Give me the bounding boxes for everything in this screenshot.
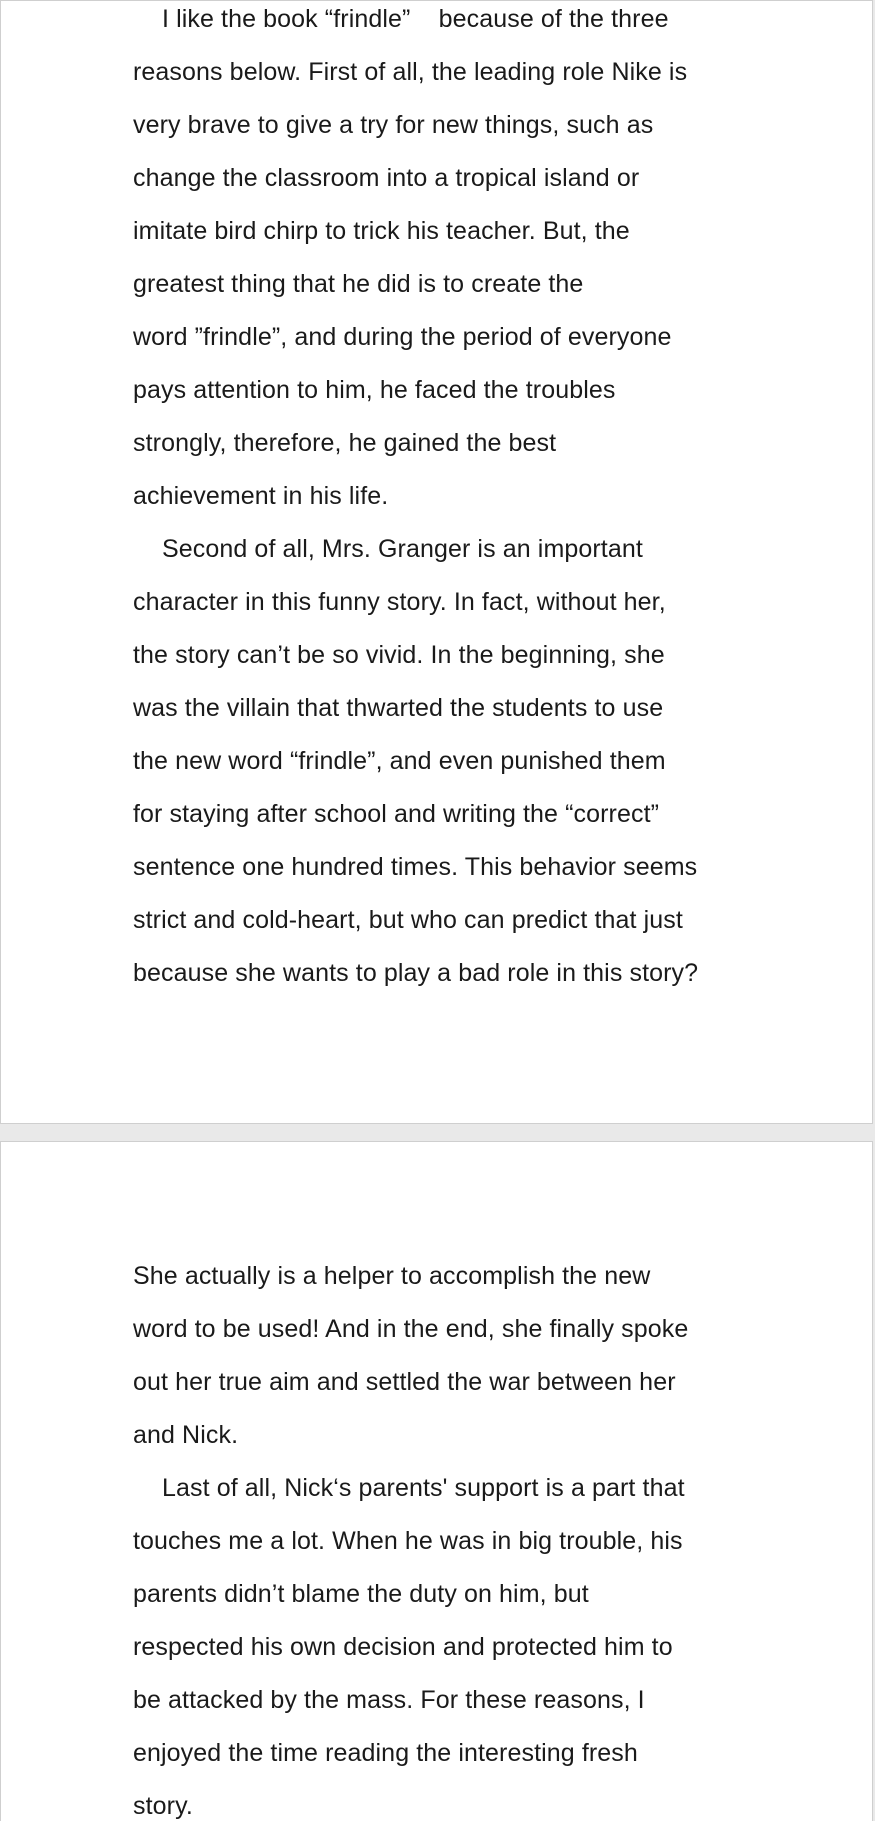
text-line: out her true aim and settled the war between her bbox=[133, 1368, 676, 1396]
text-line: was the villain that thwarted the students to use bbox=[133, 694, 664, 722]
text-line: the story can’t be so vivid. In the beginning, she bbox=[133, 641, 665, 669]
text-line: She actually is a helper to accomplish the new bbox=[133, 1262, 651, 1290]
text-line: the new word “frindle”, and even punished them bbox=[133, 747, 666, 775]
text-line: Second of all, Mrs. Granger is an important bbox=[162, 535, 643, 563]
text-line: be attacked by the mass. For these reasons, I bbox=[133, 1686, 645, 1714]
text-line: achievement in his life. bbox=[133, 482, 389, 510]
text-line: respected his own decision and protected him to bbox=[133, 1633, 673, 1661]
text-line: word ”frindle”, and during the period of everyone bbox=[133, 323, 672, 351]
text-line: story. bbox=[133, 1792, 193, 1820]
text-line: greatest thing that he did is to create the bbox=[133, 270, 584, 298]
text-line: very brave to give a try for new things, such as bbox=[133, 111, 654, 139]
text-line: reasons below. First of all, the leading role Nike is bbox=[133, 58, 688, 86]
text-line: touches me a lot. When he was in big trouble, his bbox=[133, 1527, 683, 1555]
text-line: word to be used! And in the end, she finally spoke bbox=[133, 1315, 689, 1343]
text-line: strict and cold-heart, but who can predict that just bbox=[133, 906, 683, 934]
text-line: I like the book “frindle” because of the three bbox=[162, 5, 669, 33]
text-line: sentence one hundred times. This behavior seems bbox=[133, 853, 698, 881]
text-line: and Nick. bbox=[133, 1421, 239, 1449]
text-line: for staying after school and writing the “correct” bbox=[133, 800, 660, 828]
text-line: because she wants to play a bad role in this story? bbox=[133, 959, 699, 987]
text-line: Last of all, Nick‘s parents' support is a part that bbox=[162, 1474, 685, 1502]
text-line: imitate bird chirp to trick his teacher. But, the bbox=[133, 217, 630, 245]
text-line: enjoyed the time reading the interesting fresh bbox=[133, 1739, 638, 1767]
text-line: parents didn’t blame the duty on him, but bbox=[133, 1580, 589, 1608]
text-line: character in this funny story. In fact, without her, bbox=[133, 588, 666, 616]
text-line: strongly, therefore, he gained the best bbox=[133, 429, 557, 457]
document-page-2 bbox=[0, 1141, 873, 1821]
text-line: pays attention to him, he faced the troubles bbox=[133, 376, 616, 404]
text-line: change the classroom into a tropical island or bbox=[133, 164, 640, 192]
